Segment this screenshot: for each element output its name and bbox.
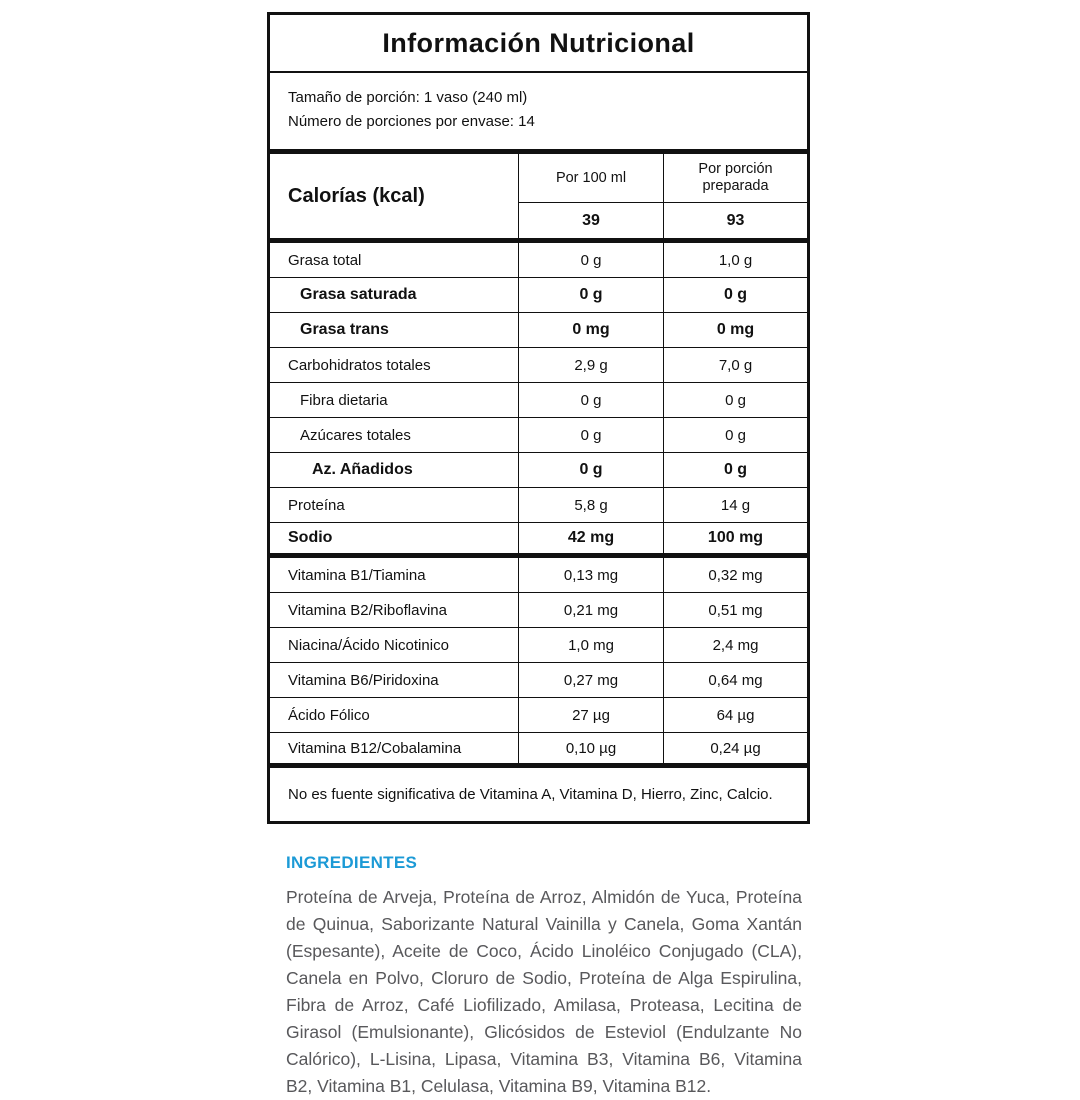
table-row <box>270 593 807 628</box>
nutrient-name: Grasa total <box>288 251 362 269</box>
not-significant-source-note: No es fuente significativa de Vitamina A, Vitamina D, Hierro, Zinc, Calcio. <box>288 786 773 803</box>
table-row <box>270 698 807 733</box>
nutrient-per-serving: 14 g <box>663 488 807 522</box>
nutrient-name: Az. Añadidos <box>312 461 413 478</box>
table-row <box>270 523 807 558</box>
table-row <box>270 418 807 453</box>
nutrition-facts-panel <box>267 12 810 824</box>
vitamin-name: Ácido Fólico <box>288 706 370 724</box>
nutrient-per-100ml: 2,9 g <box>518 348 663 382</box>
vitamin-name: Vitamina B6/Piridoxina <box>288 671 439 689</box>
calories-label: Calorías (kcal) <box>288 184 425 207</box>
nutrient-per-serving: 0 g <box>663 418 807 452</box>
nutrient-name: Azúcares totales <box>300 426 411 444</box>
nutrient-per-serving: 0 mg <box>663 313 807 347</box>
nutrient-per-100ml: 0 g <box>518 418 663 452</box>
table-row <box>270 383 807 418</box>
nutrient-name: Grasa trans <box>300 321 389 338</box>
nutrient-name: Proteína <box>288 496 345 514</box>
table-row <box>270 488 807 523</box>
vitamin-name: Vitamina B12/Cobalamina <box>288 739 462 757</box>
vitamin-per-serving: 0,32 mg <box>663 558 807 592</box>
column-header-per-100ml: Por 100 ml <box>518 154 663 203</box>
ingredients-section <box>286 853 802 1100</box>
vitamin-per-serving: 2,4 mg <box>663 628 807 662</box>
nutrient-per-serving: 100 mg <box>663 523 807 553</box>
table-row <box>270 733 807 768</box>
servings-per-container: Número de porciones por envase: 14 <box>288 113 535 130</box>
calories-section <box>270 154 807 243</box>
nutrient-per-100ml: 42 mg <box>518 523 663 553</box>
ingredients-text: Proteína de Arveja, Proteína de Arroz, Almidón de Yuca, Proteína de Quinua, Saborizante Natural Vainilla y Canela, Goma Xantán (Espesante), Aceite de Coco, Ácido Linoléico Conjugado (CLA), Canela en Polvo, Cloruro de Sodio, Proteína de Alga Espirulina, Fibra de Arroz, Café Liofilizado, Amilasa, Proteasa, Lecitina de Girasol (Emulsionante), Glicósidos de Esteviol (Endulzante No Calórico), L-Lisina, Lipasa, Vitamina B3, Vitamina B6, Vitamina B2, Vitamina B1, Celulasa, Vitamina B9, Vitamina B12. <box>286 887 802 1096</box>
table-row <box>270 348 807 383</box>
nutrient-per-serving: 0 g <box>663 453 807 487</box>
vitamin-per-100ml: 0,10 µg <box>518 733 663 763</box>
nutrient-per-100ml: 0 g <box>518 278 663 312</box>
column-header-per-serving: Por porción preparada <box>663 154 807 203</box>
nutrient-per-100ml: 5,8 g <box>518 488 663 522</box>
nutrient-per-serving: 1,0 g <box>663 243 807 277</box>
panel-title: Información Nutricional <box>270 15 807 73</box>
nutrient-per-serving: 7,0 g <box>663 348 807 382</box>
serving-size: Tamaño de porción: 1 vaso (240 ml) <box>288 89 528 106</box>
nutrient-per-100ml: 0 g <box>518 383 663 417</box>
table-row <box>270 453 807 488</box>
vitamin-per-100ml: 0,27 mg <box>518 663 663 697</box>
nutrient-name: Grasa saturada <box>300 286 417 303</box>
vitamin-name: Vitamina B2/Riboflavina <box>288 601 447 619</box>
vitamin-name: Vitamina B1/Tiamina <box>288 566 426 584</box>
table-row <box>270 278 807 313</box>
vitamin-per-100ml: 27 µg <box>518 698 663 732</box>
serving-info <box>270 73 807 154</box>
vitamin-per-serving: 64 µg <box>663 698 807 732</box>
nutrient-name: Carbohidratos totales <box>288 356 431 374</box>
ingredients-heading: INGREDIENTES <box>286 853 418 872</box>
vitamin-name: Niacina/Ácido Nicotinico <box>288 636 449 654</box>
table-row <box>270 313 807 348</box>
calories-per-serving: 93 <box>663 203 807 238</box>
nutrient-per-100ml: 0 g <box>518 243 663 277</box>
table-row <box>270 243 807 278</box>
nutrient-name: Sodio <box>288 529 333 546</box>
vitamin-per-100ml: 0,21 mg <box>518 593 663 627</box>
vitamin-per-serving: 0,51 mg <box>663 593 807 627</box>
table-row <box>270 628 807 663</box>
vitamin-per-serving: 0,64 mg <box>663 663 807 697</box>
table-row <box>270 663 807 698</box>
nutrient-per-100ml: 0 mg <box>518 313 663 347</box>
calories-per-100ml: 39 <box>518 203 663 238</box>
vitamin-per-serving: 0,24 µg <box>663 733 807 763</box>
nutrient-per-100ml: 0 g <box>518 453 663 487</box>
nutrient-per-serving: 0 g <box>663 278 807 312</box>
vitamin-per-100ml: 0,13 mg <box>518 558 663 592</box>
table-row <box>270 558 807 593</box>
nutrient-name: Fibra dietaria <box>300 391 388 409</box>
nutrient-per-serving: 0 g <box>663 383 807 417</box>
vitamin-per-100ml: 1,0 mg <box>518 628 663 662</box>
